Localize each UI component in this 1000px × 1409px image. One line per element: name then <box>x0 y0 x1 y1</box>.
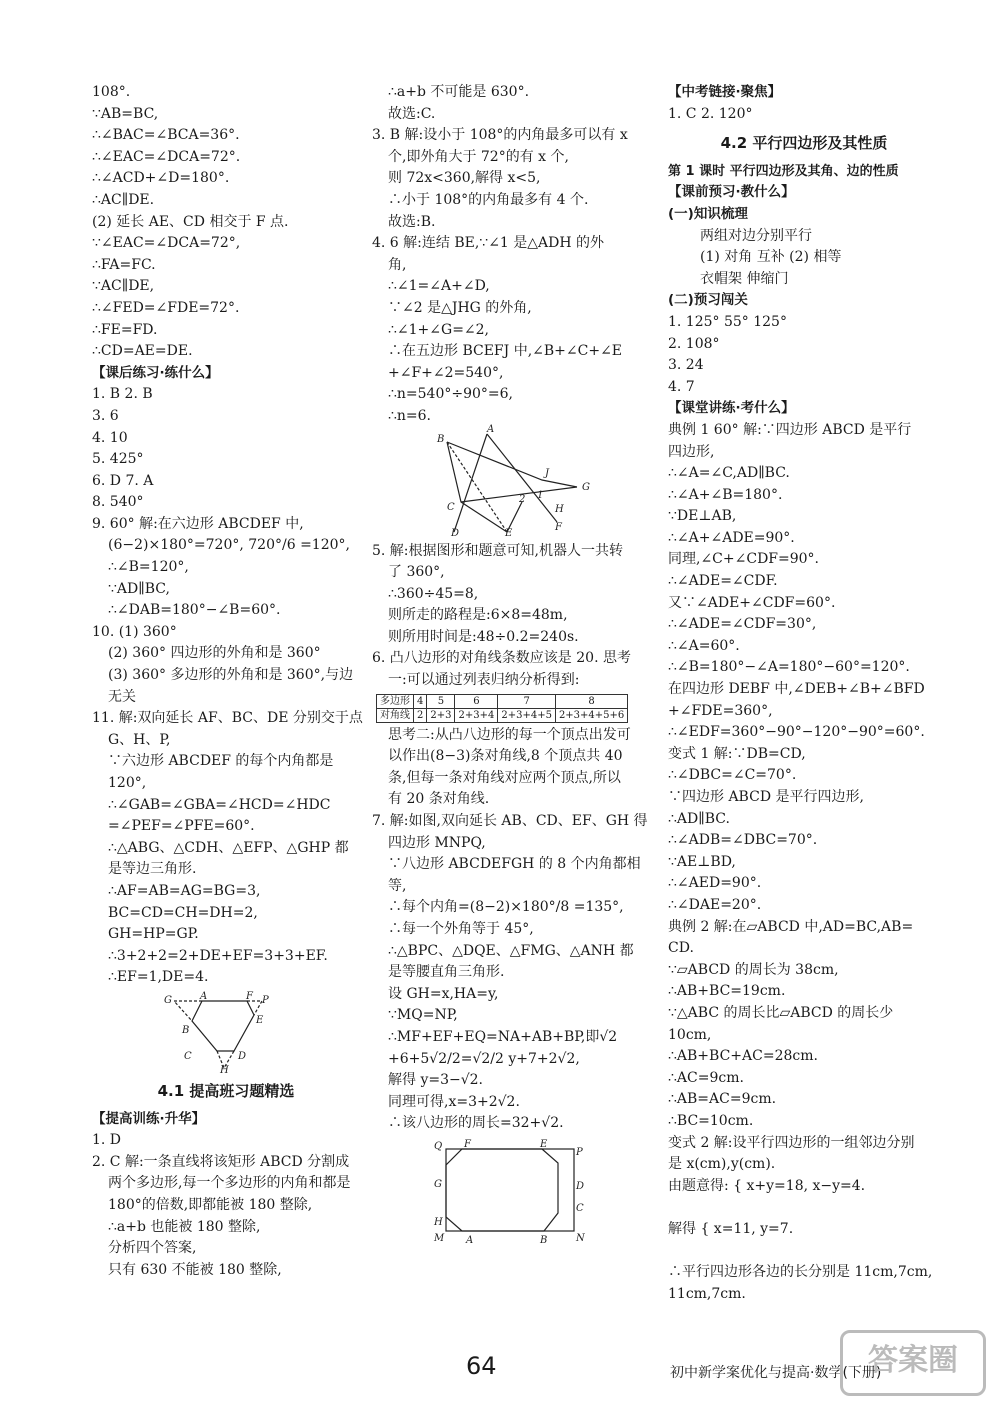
text-line: ∴BC=10cm. <box>668 1112 754 1129</box>
text-line: 无关 <box>108 688 136 705</box>
text-line: 有 20 条对角线. <box>388 791 490 808</box>
text-line: ∴n=6. <box>388 407 432 424</box>
text-line: 是 x(cm),y(cm). <box>668 1156 776 1173</box>
text-line: ∴该八边形的周长=32+√2. <box>388 1115 564 1132</box>
column-left <box>92 82 363 1281</box>
watermark-logo: 答案圈 <box>840 1330 986 1396</box>
figure-label: B <box>182 1024 190 1036</box>
text-line: ∴EF=1,DE=4. <box>108 969 209 986</box>
text-line: 6. 凸八边形的对角线条数应该是 20. 思考 <box>372 650 631 667</box>
text-line: ∴FE=FD. <box>92 321 158 338</box>
text-line: ∴360÷45=8, <box>388 585 479 602</box>
text-line: 6. D 7. A <box>92 472 154 489</box>
text-line: (2) 延长 AE、CD 相交于 F 点. <box>92 213 289 230</box>
text-line: ∴∠1=∠A+∠D, <box>388 278 490 295</box>
text-line: ∴∠DAB=180°−∠B=60°. <box>108 602 281 619</box>
text-line: 又∵∠ADE+∠CDF=60°. <box>668 594 836 611</box>
text-line: 四边形 MNPQ, <box>388 834 486 851</box>
text-line: (6−2)×180°=720°, 720°/6 =120°, <box>108 537 350 554</box>
figure-label: F <box>246 990 253 1002</box>
figure-label: G <box>164 994 172 1006</box>
table-cell: 4 <box>414 694 427 708</box>
text-line: G、H、P, <box>108 731 171 748</box>
table-cell: 2+3+4+5 <box>498 708 556 722</box>
text-line: 条,但每一条对角线对应两个顶点,所以 <box>388 769 621 786</box>
text-line: ∴AF=AB=AG=BG=3, <box>108 882 261 899</box>
figure-label: C <box>184 1050 192 1062</box>
text-line: (一)知识梳理 <box>668 205 748 222</box>
table-cell: 多边形 <box>377 694 414 708</box>
figure-label: A <box>466 1234 474 1246</box>
figure-label: A <box>200 990 208 1002</box>
text-line: (二)预习闯关 <box>668 292 748 309</box>
text-line: ∴∠FED=∠FDE=72°. <box>92 299 240 316</box>
text-line: ∵四边形 ABCD 是平行四边形, <box>668 789 864 805</box>
text-line: 变式 2 解:设平行四边形的一组邻边分别 <box>668 1134 915 1151</box>
table-cell: 2+3+4+5+6 <box>555 708 627 722</box>
text-line: 5. 425° <box>92 451 144 468</box>
figure-label: A <box>487 423 495 435</box>
text-line: 1. 125° 55° 125° <box>668 313 787 330</box>
text-line: 1. B 2. B <box>92 386 153 403</box>
figure-label: D <box>238 1050 247 1062</box>
text-line: +6+5√2/2=√2/2 y+7+2√2, <box>388 1050 580 1067</box>
text-line: 10cm, <box>668 1026 712 1043</box>
text-line: 在四边形 DEBF 中,∠DEB+∠B+∠BFD <box>668 681 925 698</box>
text-line: ∵AB=BC, <box>92 105 159 122</box>
figure-label: E <box>540 1138 548 1150</box>
figure-label: B <box>437 433 445 445</box>
text-line: 10. (1) 360° <box>92 623 177 640</box>
text-line: 则 72x<360,解得 x<5, <box>388 170 541 187</box>
text-line: ∴∠ACD+∠D=180°. <box>92 170 230 187</box>
figure-label: F <box>464 1138 471 1150</box>
text-line: 3. 24 <box>668 357 704 374</box>
text-line: ∴AD∥BC. <box>668 810 730 827</box>
text-line: GH=HP=GP. <box>108 926 199 943</box>
text-line: ∴∠AED=90°. <box>668 875 762 892</box>
text-line: 等, <box>388 877 407 894</box>
hexagon-figure <box>162 990 302 1076</box>
figure-label: C <box>447 501 455 513</box>
text-line: (1) 对角 互补 (2) 相等 <box>700 249 842 266</box>
text-line: ∴AB+BC+AC=28cm. <box>668 1048 818 1065</box>
figure-label: P <box>262 994 269 1006</box>
text-line: ∴a+b 不可能是 630°. <box>388 84 530 100</box>
text-line: 变式 1 解:∵DB=CD, <box>668 745 806 762</box>
text-line: BC=CD=CH=DH=2, <box>108 904 258 921</box>
figure-label: 2 <box>519 493 526 505</box>
text-line: ∴FA=FC. <box>92 256 156 273</box>
figure-label: M <box>434 1232 445 1244</box>
text-line: 四边形, <box>668 443 715 460</box>
text-line: 是等腰直角三角形. <box>388 964 505 981</box>
text-line: 故选:B. <box>388 213 436 230</box>
table-cell: 6 <box>455 694 498 708</box>
text-line: 典例 1 60° 解:∵四边形 ABCD 是平行 <box>668 421 912 438</box>
text-line: ∵六边形 ABCDEF 的每个内角都是 <box>108 753 334 770</box>
text-line: ∴∠ADE=∠CDF=30°, <box>668 616 817 633</box>
text-line: 【课后练习·练什么】 <box>92 364 219 381</box>
text-line: 则所用时间是:48÷0.2=240s. <box>388 628 579 645</box>
text-line: 只有 630 不能被 180 整除, <box>108 1261 282 1278</box>
text-line: ∴MF+EF+EQ=NA+AB+BP,即√2 <box>388 1028 618 1045</box>
text-line: 由题意得: { x+y=18, x−y=4. <box>668 1177 866 1194</box>
text-line: 设 GH=x,HA=y, <box>388 985 499 1002</box>
column-right <box>668 82 940 1305</box>
text-line: 11. 解:双向延长 AF、BC、DE 分别交于点 <box>92 710 363 727</box>
table-cell: 2 <box>414 708 427 722</box>
text-line: 是等边三角形. <box>108 861 197 878</box>
text-line: ∴∠A=60°. <box>668 637 740 654</box>
text-line: 第 1 课时 平行四边形及其角、边的性质 <box>668 163 899 179</box>
figure-label: J <box>545 467 550 479</box>
table-cell: 对角线 <box>377 708 414 722</box>
text-line: (3) 360° 多边形的外角和是 360°,与边 <box>108 667 354 684</box>
text-line: 108°. <box>92 84 131 100</box>
figure-label: D <box>451 527 460 539</box>
text-line: 1. D <box>92 1132 122 1149</box>
figure-label: G <box>434 1178 442 1190</box>
text-line: CD. <box>668 940 694 957</box>
text-line: 【提高训练·升华】 <box>92 1110 206 1127</box>
text-line: 4.1 提高班习题精选 <box>157 1081 295 1100</box>
text-line: 分析四个答案, <box>108 1240 197 1257</box>
figure-label: C <box>576 1202 584 1214</box>
text-line: 同理可得,x=3+2√2. <box>388 1093 520 1110</box>
text-line: ∴3+2+2=2+DE+EF=3+3+EF. <box>108 947 328 964</box>
table-cell: 8 <box>555 694 627 708</box>
figure-label: N <box>576 1232 585 1244</box>
text-line: 180°的倍数,即都能被 180 整除, <box>108 1196 313 1213</box>
text-line: ∵AC∥DE, <box>92 278 155 295</box>
text-line: 以作出(8−3)条对角线,8 个顶点共 40 <box>388 748 623 765</box>
figure-label: D <box>576 1180 585 1192</box>
text-line: ∴∠ADE=∠CDF. <box>668 573 778 590</box>
figure-label: P <box>576 1146 583 1158</box>
table-cell: 5 <box>427 694 455 708</box>
text-line: ∵▱ABCD 的周长为 38cm, <box>668 961 839 978</box>
text-line: 角, <box>388 256 407 273</box>
star-figure <box>427 423 607 539</box>
text-line: 8. 540° <box>92 494 144 511</box>
text-line <box>668 1240 940 1262</box>
text-line: 【课前预习·教什么】 <box>668 184 795 201</box>
figure-label: Q <box>434 1140 443 1152</box>
text-line: ∴每个内角=(8−2)×180°/8 =135°, <box>388 899 624 916</box>
figure-label: B <box>540 1234 548 1246</box>
text-line: ∴∠DAE=20°. <box>668 896 762 913</box>
figure-label: H <box>434 1216 443 1228</box>
diagonal-table <box>376 694 628 723</box>
figure-label: 1 <box>537 489 544 501</box>
figure-label: G <box>582 481 590 493</box>
figure-label: E <box>256 1014 264 1026</box>
text-line: ∴AB=AC=9cm. <box>668 1091 777 1108</box>
text-line: 两个多边形,每一个多边形的内角和都是 <box>108 1175 351 1192</box>
text-line: 典例 2 解:在▱ABCD 中,AD=BC,AB= <box>668 918 914 935</box>
text-line: ∴a+b 也能被 180 整除, <box>108 1218 261 1235</box>
text-line: ∴平行四边形各边的长分别是 11cm,7cm, <box>668 1264 933 1281</box>
figure-label: H <box>220 1064 229 1076</box>
octagon-figure <box>432 1139 592 1244</box>
text-line: ∵∠2 是△JHG 的外角, <box>388 299 532 316</box>
text-line: ∴∠B=180°−∠A=180°−60°=120°. <box>668 659 910 676</box>
text-line: 5. 解:根据图形和题意可知,机器人一共转 <box>372 542 623 559</box>
text-line: ∴∠B=120°, <box>108 559 189 576</box>
text-line: ∴∠EDF=360°−90°−120°−90°=60°. <box>668 724 925 741</box>
text-line: (2) 360° 四边形的外角和是 360° <box>108 645 321 662</box>
text-line: ∵△ABC 的周长比▱ABCD 的周长少 <box>668 1004 894 1021</box>
text-line: 衣帽架 伸缩门 <box>700 270 789 287</box>
text-line: ∴△ABG、△CDH、△EFP、△GHP 都 <box>108 839 349 856</box>
text-line: +∠FDE=360°, <box>668 702 773 719</box>
text-line: 4. 7 <box>668 378 695 395</box>
text-line: 1. C 2. 120° <box>668 105 753 122</box>
text-line: 3. B 解:设小于 108°的内角最多可以有 x <box>372 127 628 144</box>
footer-title: 初中新学案优化与提高·数学(下册) <box>670 1365 882 1381</box>
text-line: ∴∠BAC=∠BCA=36°. <box>92 127 240 144</box>
page-number: 64 <box>466 1352 497 1380</box>
figure-label: H <box>555 503 564 515</box>
text-line: ∴∠DBC=∠C=70°. <box>668 767 797 784</box>
text-line: 4. 10 <box>92 429 128 446</box>
text-line: 故选:C. <box>388 105 436 122</box>
table-cell: 7 <box>498 694 556 708</box>
text-line: ∴AB+BC=19cm. <box>668 983 786 1000</box>
text-line: ∴△BPC、△DQE、△FMG、△ANH 都 <box>388 942 634 959</box>
text-line: ∴∠ADB=∠DBC=70°. <box>668 832 818 849</box>
text-line: ∴CD=AE=DE. <box>92 343 193 360</box>
text-line: 思考二:从凸八边形的每一个顶点出发可 <box>388 726 631 743</box>
text-line: 解得 y=3−√2. <box>388 1072 484 1089</box>
table-cell: 2+3+4 <box>455 708 498 722</box>
text-line: ∴AC∥DE. <box>92 191 155 208</box>
text-line: ∴∠GAB=∠GBA=∠HCD=∠HDC <box>108 796 331 813</box>
text-line: ∴在五边形 BCEFJ 中,∠B+∠C+∠E <box>388 343 623 360</box>
text-line: ∵AD∥BC, <box>108 580 170 597</box>
text-line: 【课堂讲练·考什么】 <box>668 400 795 417</box>
text-line: 【中考链接·聚焦】 <box>668 84 782 100</box>
text-line: 2. 108° <box>668 335 720 352</box>
text-line: 11cm,7cm. <box>668 1285 746 1302</box>
text-line: ∵八边形 ABCDEFGH 的 8 个内角都相 <box>388 856 641 873</box>
column-middle <box>372 82 654 1248</box>
text-line: 120°, <box>108 775 147 791</box>
text-line: ∵DE⊥AB, <box>668 508 737 525</box>
text-line: ∴∠A+∠ADE=90°. <box>668 529 795 546</box>
text-line: 4. 6 解:连结 BE,∵∠1 是△ADH 的外 <box>372 235 605 252</box>
text-line: 3. 6 <box>92 407 119 424</box>
text-line: 9. 60° 解:在六边形 ABCDEF 中, <box>92 515 304 532</box>
text-line: 一:可以通过列表归纳分析得到: <box>388 672 580 689</box>
text-line: ∴∠A+∠B=180°. <box>668 486 783 503</box>
figure-label: F <box>555 521 562 533</box>
text-line: 2. C 解:一条直线将该矩形 ABCD 分割成 <box>92 1153 350 1170</box>
table-cell: 2+3 <box>427 708 455 722</box>
text-line <box>668 1197 940 1219</box>
text-line: ∴AC=9cm. <box>668 1069 744 1086</box>
text-line: ∵∠EAC=∠DCA=72°, <box>92 235 241 252</box>
text-line: 4.2 平行四边形及其性质 <box>720 134 888 153</box>
text-line: +∠F+∠2=540°, <box>388 364 504 381</box>
text-line: 则所走的路程是:6×8=48m, <box>388 607 568 624</box>
text-line: ∴每一个外角等于 45°, <box>388 921 534 937</box>
text-line: 7. 解:如图,双向延长 AB、CD、EF、GH 得 <box>372 813 648 830</box>
text-line: ∴∠EAC=∠DCA=72°. <box>92 148 241 165</box>
figure-label: E <box>505 527 513 539</box>
text-line: ∴∠1+∠G=∠2, <box>388 321 490 338</box>
text-line: ∵AE⊥BD, <box>668 853 736 870</box>
text-line: ∴∠A=∠C,AD∥BC. <box>668 465 790 482</box>
text-line: 同理,∠C+∠CDF=90°. <box>668 551 819 568</box>
text-line: =∠PEF=∠PFE=60°. <box>108 818 255 835</box>
text-line: 了 360°, <box>388 564 445 581</box>
text-line: ∴n=540°÷90°=6, <box>388 386 514 403</box>
text-line: ∴小于 108°的内角最多有 4 个. <box>388 191 589 208</box>
text-line: 两组对边分别平行 <box>700 227 812 244</box>
text-line: 个,即外角大于 72°的有 x 个, <box>388 148 569 165</box>
text-line: 解得 { x=11, y=7. <box>668 1220 794 1237</box>
text-line: ∵MQ=NP, <box>388 1007 458 1024</box>
